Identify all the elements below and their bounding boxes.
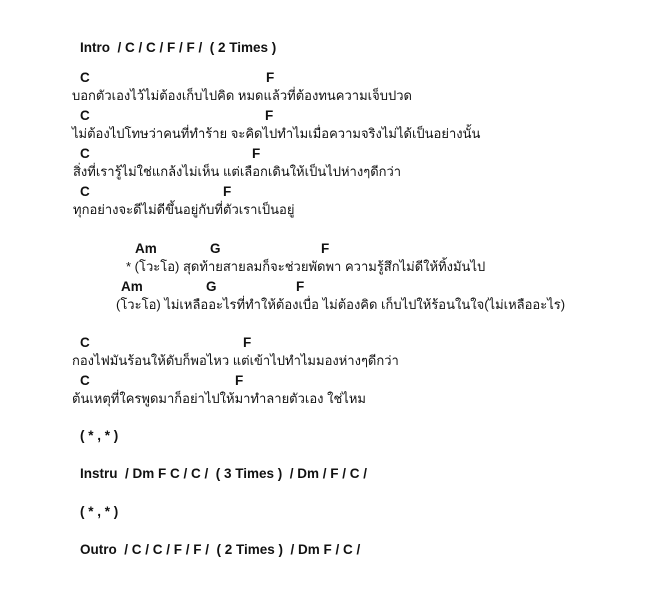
chord-C: C	[80, 70, 90, 85]
chord-F: F	[235, 373, 244, 388]
chord-C: C	[80, 146, 90, 161]
chord-C: C	[80, 335, 90, 350]
verse1-lyric-4: ทุกอย่างจะดีไม่ดีขึ้นอยู่กับที่ตัวเราเป็นอยู่	[73, 202, 295, 217]
outro-line: Outro / C / C / F / F / ( 2 Times ) / Dm F / C /	[80, 542, 361, 557]
chord-F: F	[243, 335, 252, 350]
instru-line: Instru / Dm F C / C / ( 3 Times ) / Dm / F / C /	[80, 466, 368, 481]
verse1-chords-2	[0, 108, 661, 124]
verse1-chords-4	[0, 184, 661, 200]
verse1-lyric-2: ไม่ต้องไปโทษว่าคนที่ทำร้าย จะคิดไปทำไมเมื่อความจริงไม่ได้เป็นอย่างนั้น	[72, 126, 481, 141]
verse2-lyric-2: ต้นเหตุที่ใครพูดมาก็อย่าไปให้มาทำลายตัวเอง ใช่ไหม	[72, 391, 366, 406]
verse2-chords-2	[0, 373, 661, 389]
chord-C: C	[80, 373, 90, 388]
verse1-chords-1	[0, 70, 661, 86]
chord-Am: Am	[121, 279, 143, 294]
chord-Am: Am	[135, 241, 157, 256]
chord-C: C	[80, 108, 90, 123]
chord-F: F	[265, 108, 274, 123]
verse2-chords-1	[0, 335, 661, 351]
chorus-chords-2	[0, 279, 661, 295]
chorus-lyric-2: (โวะโอ) ไม่เหลืออะไรที่ทำให้ต้องเบื่อ ไม่ต้องคิด เก็บไปให้ร้อนในใจ(ไม่เหลืออะไร)	[116, 297, 566, 312]
chord-F: F	[266, 70, 275, 85]
repeat-marker-1: ( * , * )	[80, 428, 119, 443]
chorus-chords-1	[0, 241, 661, 257]
chord-G: G	[206, 279, 217, 294]
chord-F: F	[252, 146, 261, 161]
repeat-marker-2: ( * , * )	[80, 504, 119, 519]
chord-F: F	[321, 241, 330, 256]
verse1-lyric-3: สิ่งที่เรารู้ไม่ใช่แกล้งไม่เห็น แต่เลือกเดินให้เป็นไปห่างๆดีกว่า	[73, 164, 402, 179]
verse2-lyric-1: กองไฟมันร้อนให้ดับก็พอไหว แต่เข้าไปทำไมมองห่างๆดีกว่า	[72, 353, 399, 368]
chord-F: F	[223, 184, 232, 199]
verse1-lyric-1: บอกตัวเองไว้ไม่ต้องเก็บไปคิด หมดแล้วที่ต้องทนความเจ็บปวด	[72, 88, 412, 103]
chord-G: G	[210, 241, 221, 256]
chord-C: C	[80, 184, 90, 199]
intro-line: Intro / C / C / F / F / ( 2 Times )	[80, 40, 277, 55]
chorus-lyric-1: * (โวะโอ) สุดท้ายสายลมก็จะช่วยพัดพา ความรู้สึกไม่ดีให้ทิ้งมันไป	[126, 259, 486, 274]
verse1-chords-3	[0, 146, 661, 162]
chord-F: F	[296, 279, 305, 294]
